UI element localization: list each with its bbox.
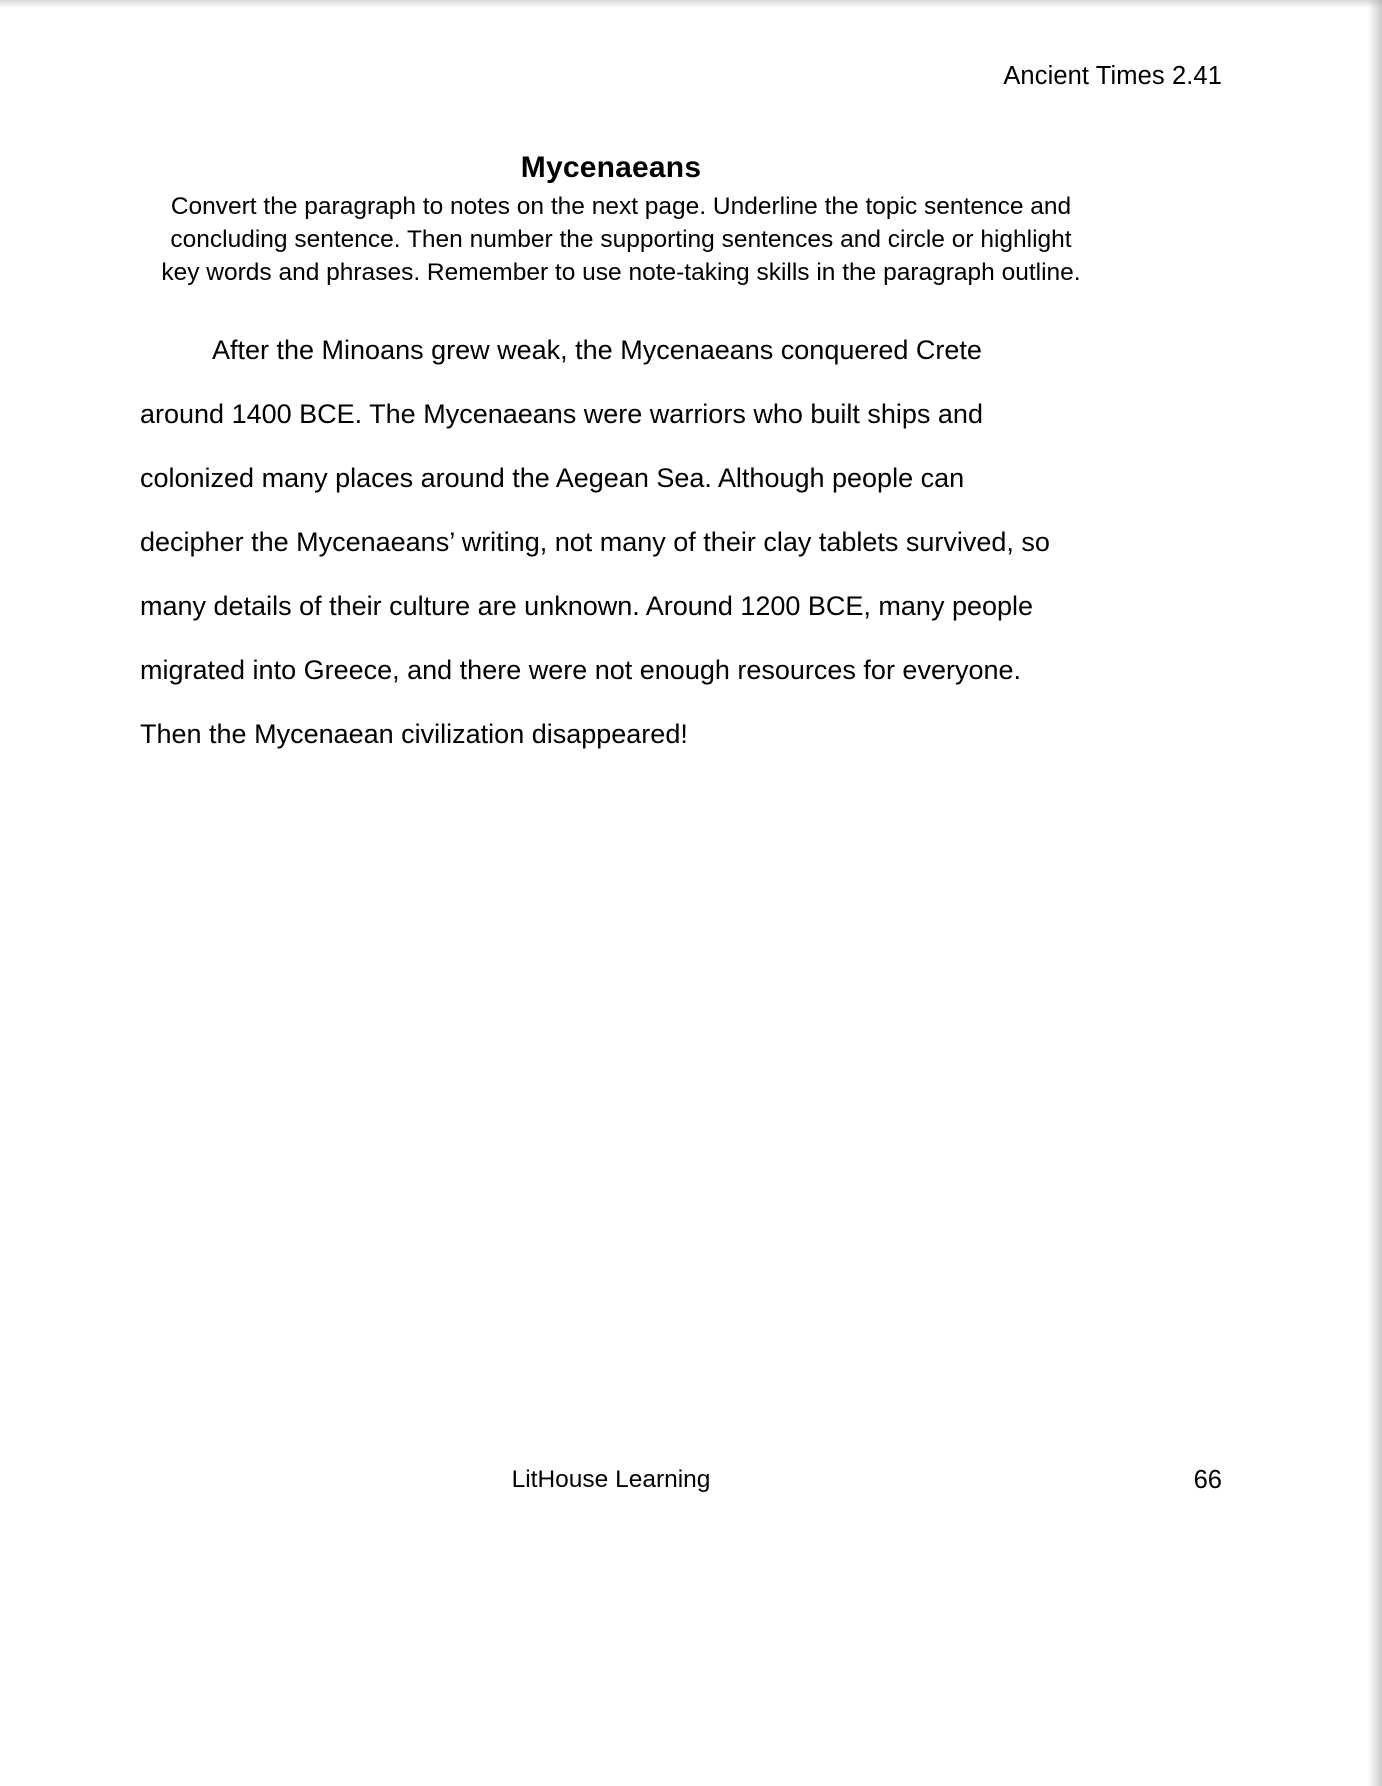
- running-head: Ancient Times 2.41: [1003, 62, 1222, 90]
- footer-page-number: 66: [1193, 1466, 1222, 1494]
- body-paragraph: After the Minoans grew weak, the Mycenaeans conquered Crete around 1400 BCE. The Mycenaeans were warriors who built ships and colonized many places around the Aegean Sea. Although people can decipher the Mycenaeans’ writing, not many of their clay tablets survived, so many details of their culture are unknown. Around 1200 BCE, many people migrated into Greece, and there were not enough resources for everyone. Then the Mycenaean civilization disappeared!: [140, 335, 1050, 749]
- directions-text: Convert the paragraph to notes on the next page. Underline the topic sentence and concluding sentence. Then number the supporting sentences and circle or highlight key words and phrases. Remember to use note-taking skills in the paragraph outline.: [161, 193, 1081, 286]
- page-footer: [0, 1466, 1222, 1500]
- footer-publisher: LitHouse Learning: [511, 1466, 711, 1493]
- page-title: Mycenaeans: [520, 151, 702, 185]
